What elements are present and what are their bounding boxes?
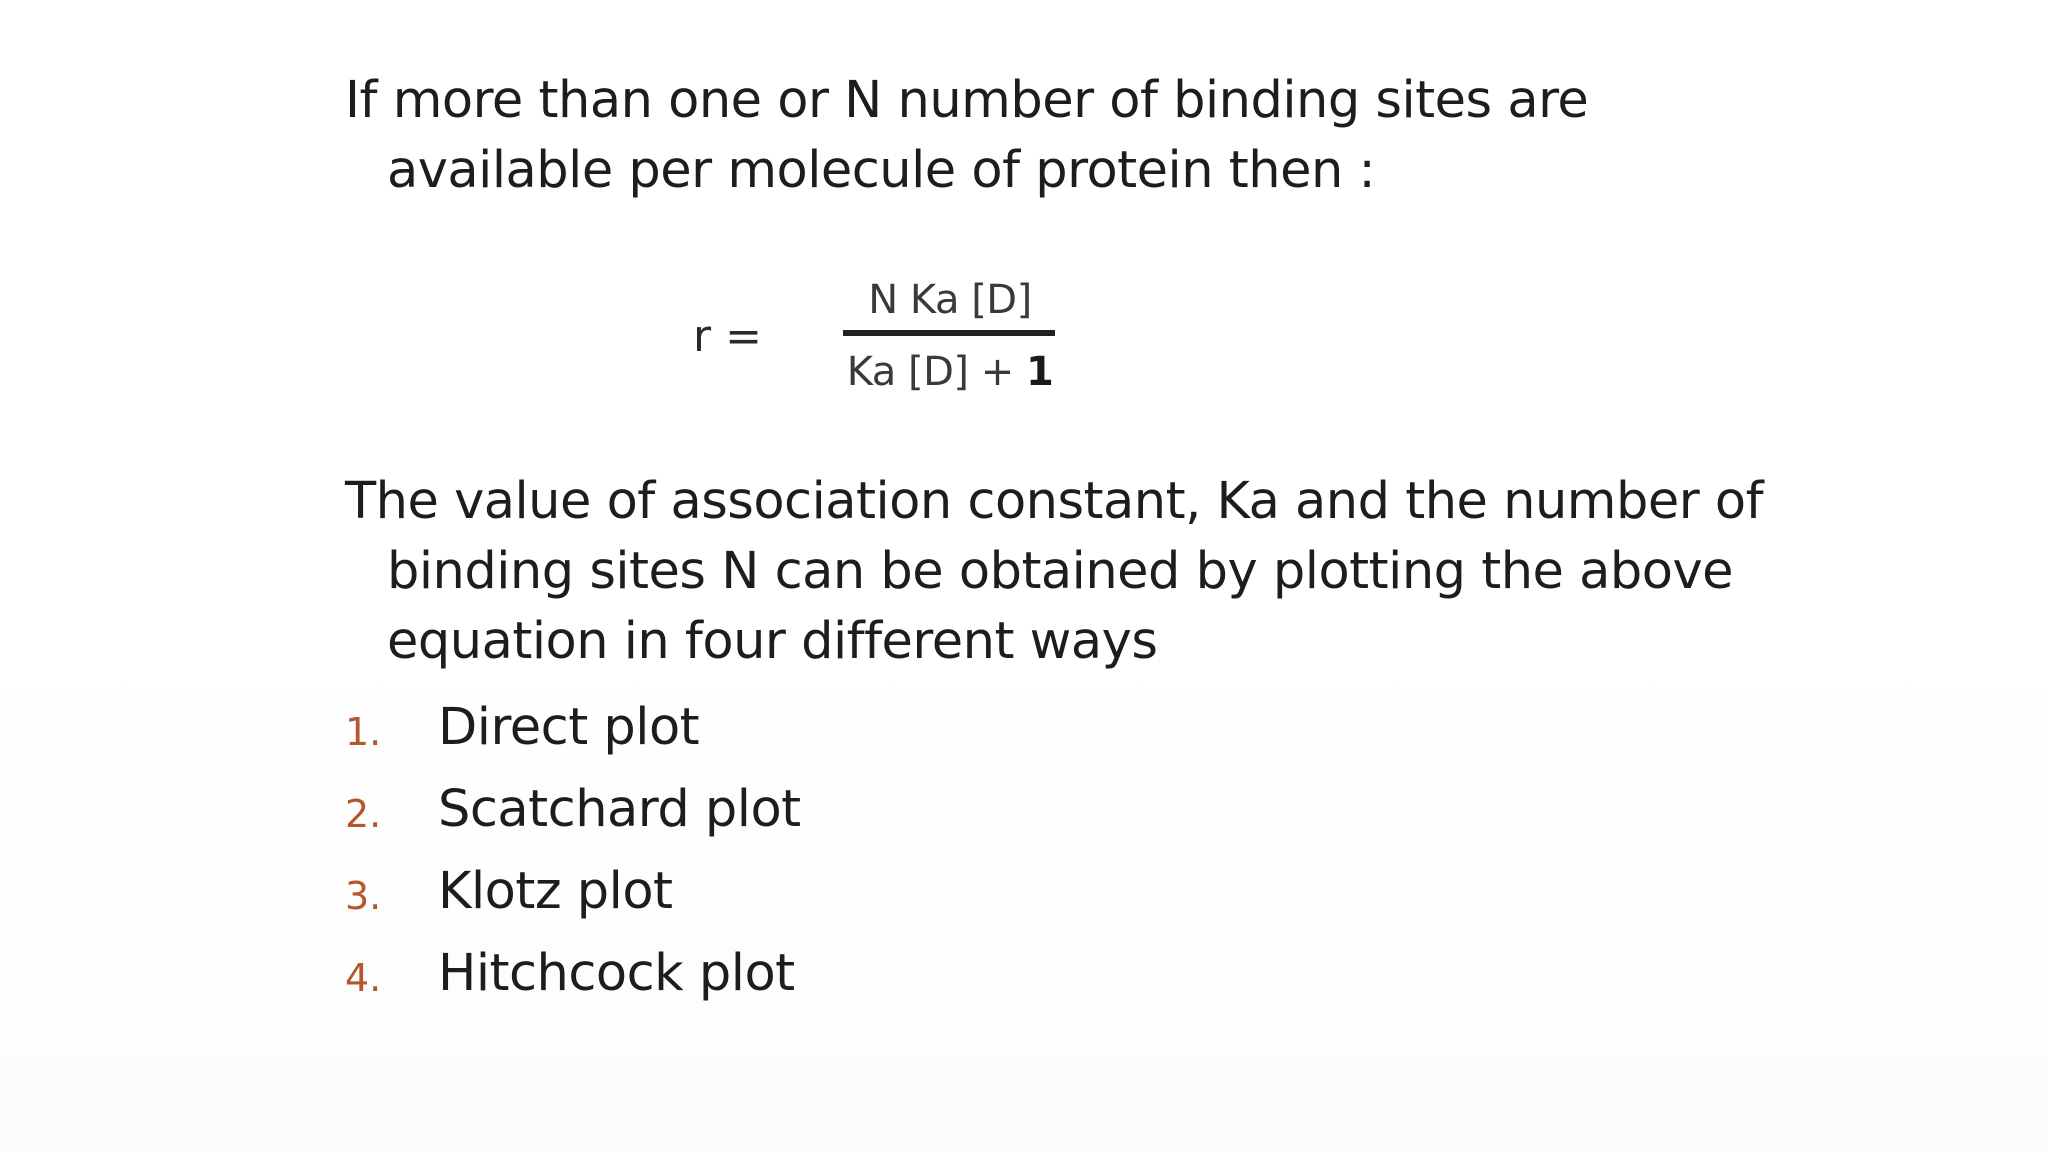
list-item-label: Klotz plot: [438, 861, 673, 921]
denominator-main: Ka [D] +: [846, 349, 1026, 395]
list-item-number: 1.: [345, 710, 382, 754]
intro-paragraph: If more than one or N number of binding sites are available per molecule of protein then :: [345, 71, 1589, 200]
list-item: [345, 932, 801, 1014]
list-item-number: 4.: [345, 956, 382, 1000]
equation-numerator: N Ka [D]: [868, 277, 1032, 323]
fraction-bar: [843, 330, 1055, 336]
explanation-paragraph: The value of association constant, Ka and the number of binding sites N can be obtained by plotting the above equation in four different ways: [345, 472, 1764, 671]
list-item-number: 3.: [345, 874, 382, 918]
list-item-label: Direct plot: [438, 697, 700, 757]
list-item-label: Scatchard plot: [438, 779, 801, 839]
denominator-constant: 1: [1025, 349, 1054, 395]
binding-equation: [0, 0, 2048, 420]
equation-denominator: [845, 347, 1055, 397]
list-item-number: 2.: [345, 792, 382, 836]
list-item: [345, 686, 801, 768]
plot-methods-list: [345, 686, 801, 1014]
list-item-label: Hitchcock plot: [438, 943, 795, 1003]
equation-lhs: r =: [693, 311, 762, 362]
list-item: [345, 850, 801, 932]
list-item: [345, 768, 801, 850]
